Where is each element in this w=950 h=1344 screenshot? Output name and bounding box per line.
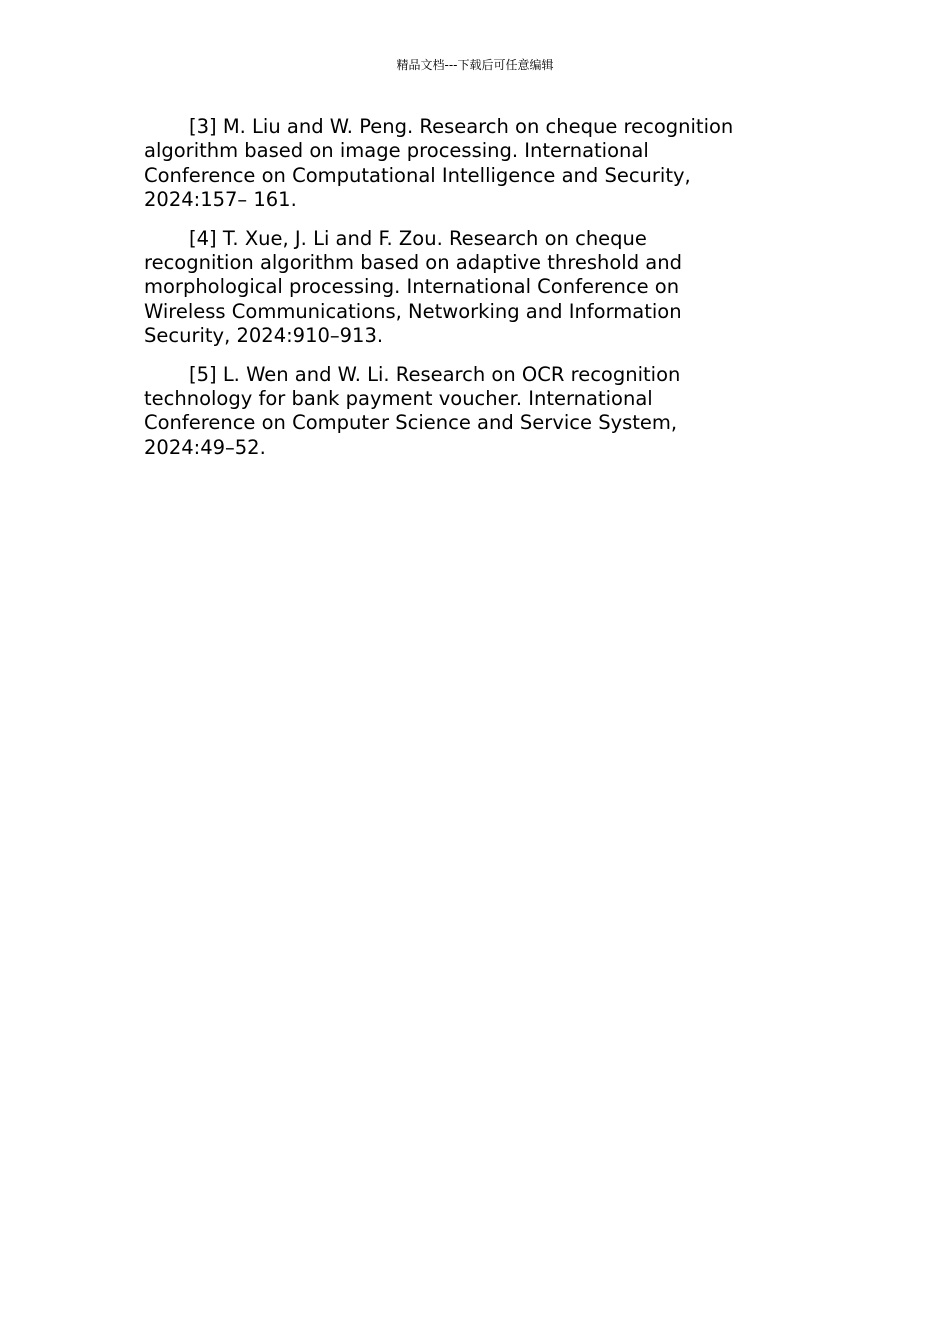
reference-list bbox=[144, 115, 784, 474]
reference-item-3 bbox=[144, 115, 784, 212]
reference-line: 2024:157– 161. bbox=[144, 187, 297, 211]
reference-line: 2024:49–52. bbox=[144, 435, 266, 459]
reference-line: [4] T. Xue, J. Li and F. Zou. Research on cheque bbox=[189, 226, 647, 250]
page-header: 精品文档---下载后可任意编辑 bbox=[396, 58, 554, 72]
reference-item-5 bbox=[144, 363, 784, 460]
reference-line: algorithm based on image processing. International bbox=[144, 139, 649, 163]
reference-line: [5] L. Wen and W. Li. Research on OCR recognition bbox=[189, 362, 681, 386]
reference-line: recognition algorithm based on adaptive threshold and bbox=[144, 250, 682, 274]
reference-line: Security, 2024:910–913. bbox=[144, 323, 384, 347]
reference-line: morphological processing. International Conference on bbox=[144, 275, 680, 299]
reference-item-4 bbox=[144, 227, 784, 348]
reference-line: technology for bank payment voucher. International bbox=[144, 386, 653, 410]
reference-line: [3] M. Liu and W. Peng. Research on cheque recognition bbox=[189, 115, 734, 138]
reference-line: Conference on Computational Intelligence and Security, bbox=[144, 163, 691, 187]
reference-line: Wireless Communications, Networking and Information bbox=[144, 299, 682, 323]
reference-line: Conference on Computer Science and Service System, bbox=[144, 411, 678, 435]
